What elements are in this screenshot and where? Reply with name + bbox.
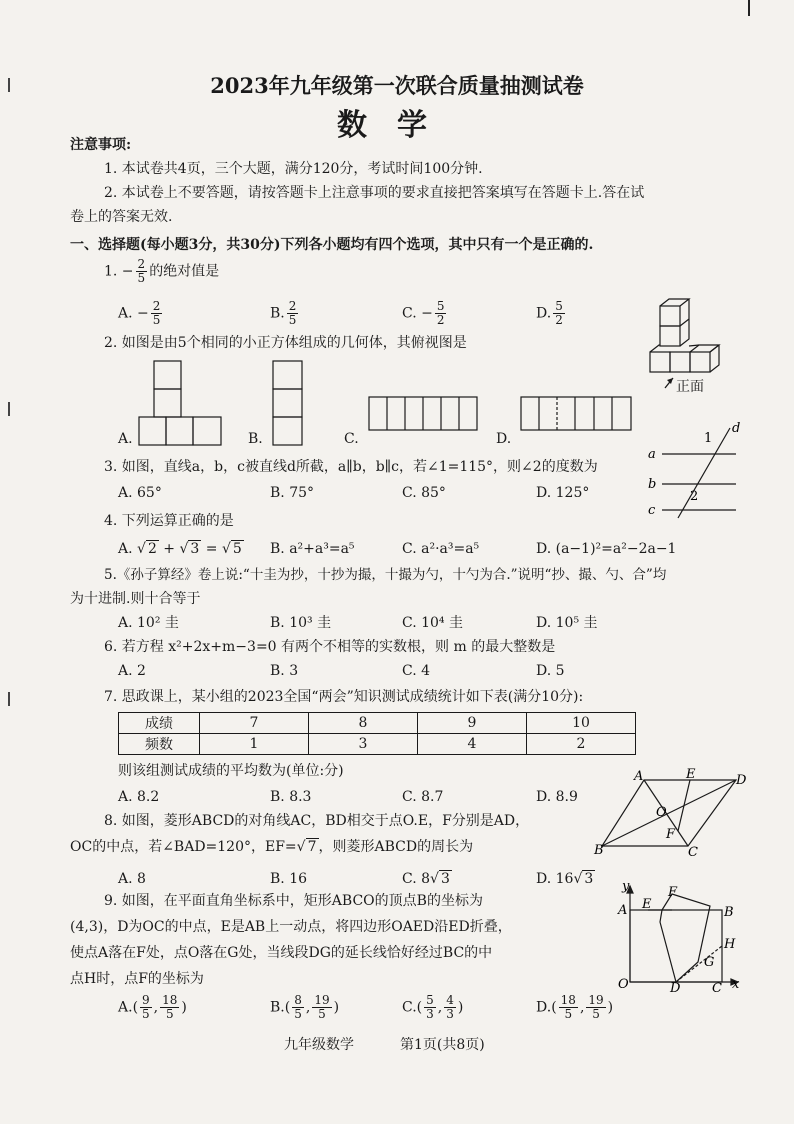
corner-mark: [748, 0, 750, 16]
q5-stem: 5.《孙子算经》卷上说:“十圭为抄，十抄为撮，十撮为勺，十勺为合.”说明“抄、撮、勺、合”均: [104, 567, 667, 583]
q8-label-o: O: [656, 805, 667, 820]
table-cell: 频数: [119, 734, 200, 755]
q8-stem-cont: OC的中点，若∠BAD=120°，EF=√ 7 ，则菱形ABCD的周长为: [70, 839, 474, 855]
q4-option-b: B. a²+a³=a⁵: [270, 541, 355, 557]
q5-stem-cont: 为十进制.则十合等于: [70, 591, 201, 607]
table-cell: 8: [309, 713, 418, 734]
binding-mark: [8, 692, 10, 706]
q9-label-f: F: [668, 885, 678, 900]
table-cell: 成绩: [119, 713, 200, 734]
q8-label-e: E: [686, 767, 696, 782]
q7-option-c: C. 8.7: [402, 789, 444, 805]
q2-option-c-figure: [368, 396, 480, 432]
q9-stem-3: 使点A落在F处，点O落在G处，当线段DG的延长线恰好经过BC的中: [70, 945, 493, 961]
q7-option-a: A. 8.2: [118, 789, 160, 805]
q8-label-f: F: [666, 827, 676, 842]
q1-option-b: B. $\frac{2}{5}$: [270, 299, 297, 327]
q9-label-c: C: [712, 981, 722, 996]
q9-label-d: D: [670, 981, 681, 996]
q3-option-b: B. 75°: [270, 485, 315, 501]
q3-label-b: b: [648, 477, 657, 492]
table-row: [119, 734, 636, 755]
q8-option-c: C. 8√ 3: [402, 871, 450, 887]
q3-stem: 3. 如图，直线a，b，c被直线d所截，a∥b，b∥c，若∠1=115°，则∠2的度数为: [104, 459, 598, 475]
q9-stem-2: (4,3)，D为OC的中点，E是AB上一动点，将四边形OAED沿ED折叠，: [70, 919, 512, 935]
q6-option-c: C. 4: [402, 663, 431, 679]
notice-item-2-cont: 卷上的答案无效.: [70, 209, 173, 225]
q9-option-a: A.( $\frac{9}{5}$ , $\frac{18}{5}$ ): [118, 993, 187, 1021]
q6-option-a: A. 2: [118, 663, 146, 679]
q8-label-a: A: [634, 769, 644, 784]
q8-option-d: D. 16√ 3: [536, 871, 594, 887]
q9-label-h: H: [724, 937, 736, 952]
q2-option-b-figure: [272, 360, 304, 446]
q3-label-angle1: 1: [704, 431, 713, 446]
q4-option-d: D. (a−1)²=a²−2a−1: [536, 541, 677, 557]
q5-option-a: A. 10² 圭: [118, 615, 179, 631]
q9-label-o: O: [618, 977, 629, 992]
table-cell: 2: [527, 734, 636, 755]
q2-option-b-label: B.: [248, 431, 263, 447]
table-cell: 4: [418, 734, 527, 755]
q8-label-b: B: [594, 843, 604, 858]
q8-stem: 8. 如图，菱形ABCD的对角线AC，BD相交于点O.E，F分别是AD，: [104, 813, 530, 829]
q8-option-b: B. 16: [270, 871, 308, 887]
q2-stem: 2. 如图是由5个相同的小正方体组成的几何体，其俯视图是: [104, 335, 467, 351]
table-cell: 7: [200, 713, 309, 734]
q9-label-g: G: [704, 955, 715, 970]
q2-option-d-label: D.: [496, 431, 512, 447]
q5-option-d: D. 10⁵ 圭: [536, 615, 598, 631]
q3-option-d: D. 125°: [536, 485, 590, 501]
q7-stem: 7. 思政课上，某小组的2023全国“两会”知识测试成绩统计如下表(满分10分):: [104, 689, 584, 705]
exam-title: 2023年九年级第一次联合质量抽测试卷: [210, 73, 584, 98]
q9-label-a: A: [618, 903, 628, 918]
q8-option-a: A. 8: [118, 871, 146, 887]
section-1-heading: 一、选择题(每小题3分，共30分)下列各小题均有四个选项，其中只有一个是正确的.: [70, 237, 594, 253]
q1-fraction: $\frac{2}{5}$: [137, 257, 146, 285]
q9-label-x: x: [732, 977, 740, 992]
table-cell: 9: [418, 713, 527, 734]
q4-stem: 4. 下列运算正确的是: [104, 513, 234, 529]
q2-option-a-label: A.: [118, 431, 133, 447]
q3-label-a: a: [648, 447, 656, 462]
q7-score-table: [118, 712, 636, 755]
q2-front-label: 正面: [676, 379, 704, 395]
footer-page-number: 第1页(共8页): [400, 1037, 485, 1053]
q9-option-d: D.( $\frac{18}{5}$ , $\frac{19}{5}$ ): [536, 993, 614, 1021]
q9-stem: 9. 如图，在平面直角坐标系中，矩形ABCO的顶点B的坐标为: [104, 893, 483, 909]
q9-option-b: B.( $\frac{8}{5}$ , $\frac{19}{5}$ ): [270, 993, 340, 1021]
q1-option-c: C. − $\frac{5}{2}$: [402, 299, 445, 327]
q9-option-c: C.( $\frac{5}{3}$ , $\frac{4}{3}$ ): [402, 993, 464, 1021]
q5-option-c: C. 10⁴ 圭: [402, 615, 463, 631]
q8-label-d: D: [736, 773, 747, 788]
q4-option-c: C. a²·a³=a⁵: [402, 541, 480, 557]
table-cell: 10: [527, 713, 636, 734]
q6-stem: 6. 若方程 x²+2x+m−3=0 有两个不相等的实数根，则 m 的最大整数是: [104, 639, 556, 655]
binding-mark: [8, 402, 10, 416]
table-row: [119, 713, 636, 734]
notice-item-1: 1. 本试卷共4页，三个大题，满分120分，考试时间100分钟.: [104, 161, 483, 177]
subject-title: 数学: [337, 108, 457, 143]
q4-option-a: A. √ 2 + √ 3 = √ 5: [118, 541, 242, 557]
q2-option-d-figure: [520, 396, 634, 432]
q9-label-b: B: [724, 905, 734, 920]
q3-option-c: C. 85°: [402, 485, 446, 501]
q6-option-b: B. 3: [270, 663, 299, 679]
q5-option-b: B. 10³ 圭: [270, 615, 332, 631]
q9-label-y: y: [622, 879, 630, 894]
notice-heading: 注意事项:: [70, 137, 132, 153]
q1-stem: 1. − $\frac{2}{5}$ 的绝对值是: [104, 257, 220, 285]
table-cell: 3: [309, 734, 418, 755]
q8-label-c: C: [688, 845, 698, 860]
q3-parallel-lines-figure: [648, 420, 748, 520]
q3-label-c: c: [648, 503, 656, 518]
footer-grade: 九年级数学: [284, 1037, 354, 1053]
q1-option-a: A. − $\frac{2}{5}$: [118, 299, 161, 327]
q3-option-a: A. 65°: [118, 485, 162, 501]
q9-stem-4: 点H时，点F的坐标为: [70, 971, 204, 987]
q2-option-a-figure: [138, 360, 224, 446]
q2-option-c-label: C.: [344, 431, 359, 447]
q9-label-e: E: [642, 897, 652, 912]
q3-label-d: d: [732, 421, 741, 436]
q7-option-d: D. 8.9: [536, 789, 578, 805]
q8-rhombus-figure: [592, 767, 747, 860]
q7-follow: 则该组测试成绩的平均数为(单位:分): [118, 763, 344, 779]
notice-item-2: 2. 本试卷上不要答题，请按答题卡上注意事项的要求直接把答案填写在答题卡上.答在试: [104, 185, 645, 201]
q7-option-b: B. 8.3: [270, 789, 312, 805]
q1-option-d: D. $\frac{5}{2}$: [536, 299, 563, 327]
q3-label-angle2: 2: [690, 489, 699, 504]
q6-option-d: D. 5: [536, 663, 565, 679]
table-cell: 1: [200, 734, 309, 755]
q9-coordinate-figure: [614, 879, 744, 996]
